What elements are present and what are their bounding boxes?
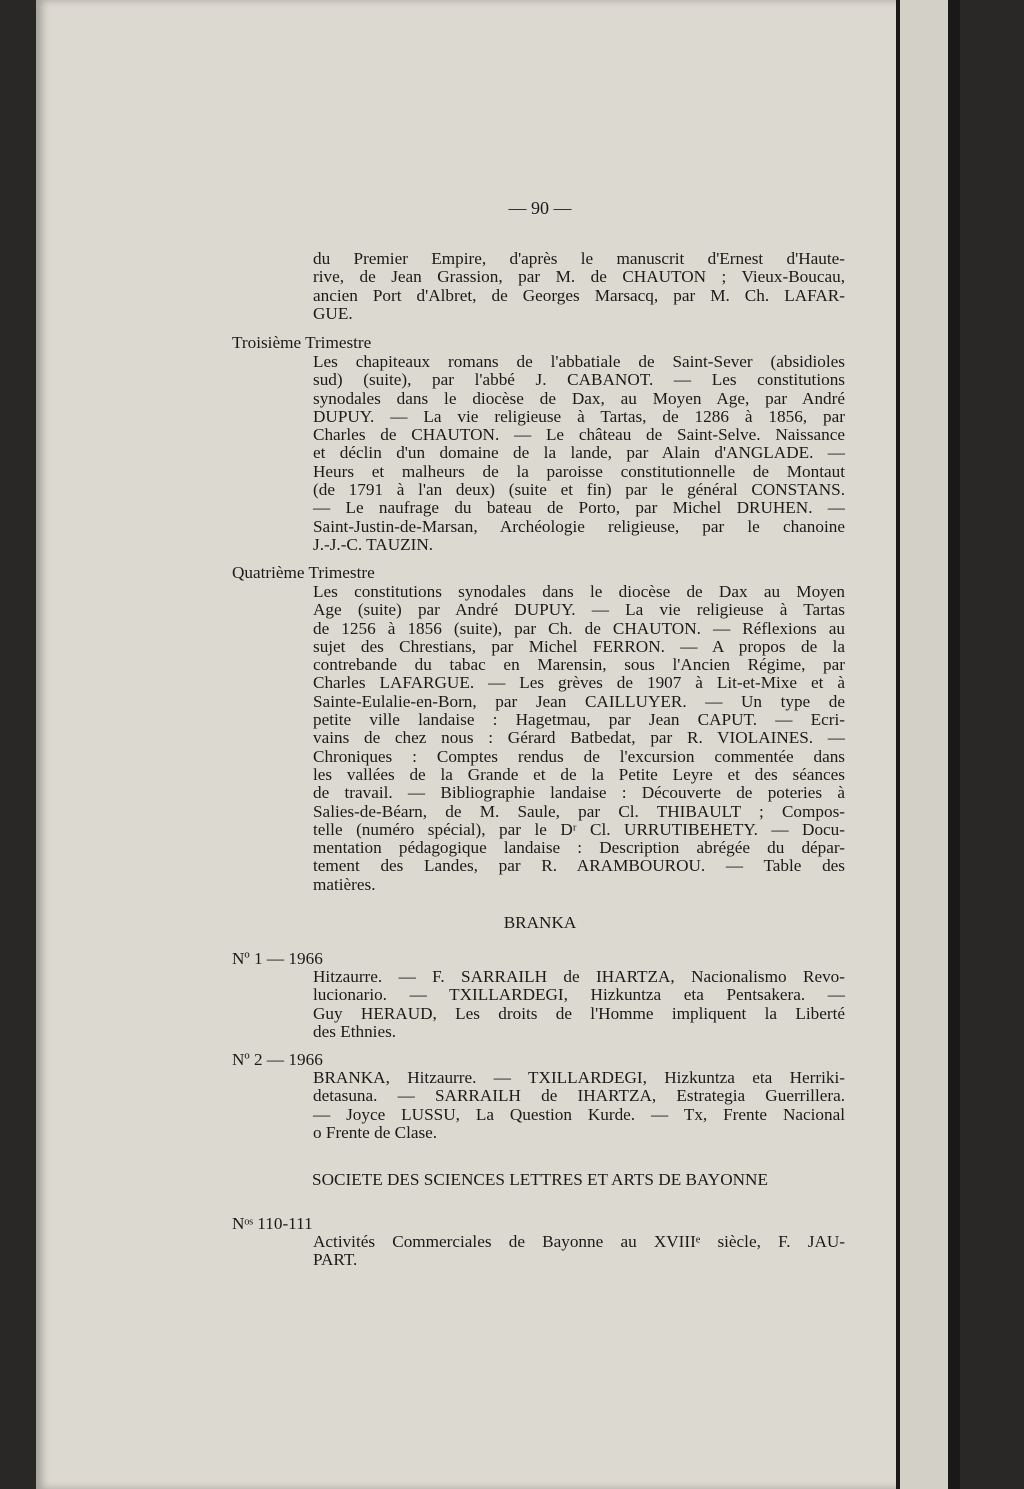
text-line: mentation pédagogique landaise : Description abrégée du dépar-: [313, 838, 845, 858]
societe-title: SOCIETE DES SCIENCES LETTRES ET ARTS DE BAYONNE: [312, 1170, 768, 1189]
quatrieme-paragraph: [313, 583, 845, 894]
branka-issue2-paragraph: [313, 1069, 845, 1142]
text-line: PART.: [313, 1250, 358, 1270]
text-line: Sainte-Eulalie-en-Born, par Jean CAILLUYER. — Un type de: [313, 691, 845, 711]
page-number: — 90 —: [508, 198, 572, 218]
text-line: lucionario. — TXILLARDEGI, Hizkuntza eta Pentsakera. —: [313, 985, 845, 1005]
branka-issue1-paragraph: [313, 968, 845, 1041]
text-line: telle (numéro spécial), par le Dʳ Cl. URRUTIBEHETY. — Docu-: [313, 819, 845, 839]
text-line: les vallées de la Grande et de la Petite Leyre et des séances: [313, 764, 845, 784]
text-line: Hitzaurre. — F. SARRAILH de IHARTZA, Nacionalismo Revo-: [313, 967, 845, 986]
issue-label: Nº 1 — 1966: [232, 949, 323, 968]
text-line: du Premier Empire, d'après le manuscrit d'Ernest d'Haute-: [313, 249, 845, 268]
text-line: et déclin d'un domaine de la lande, par Alain d'ANGLADE. —: [313, 443, 845, 463]
troisieme-paragraph: [313, 353, 845, 554]
text-line: matières.: [313, 874, 376, 894]
text-line: Age (suite) par André DUPUY. — La vie religieuse à Tartas: [313, 600, 845, 620]
text-line: Les constitutions synodales dans le diocèse de Dax au Moyen: [313, 582, 845, 601]
text-line: o Frente de Clase.: [313, 1122, 438, 1142]
text-line: J.-J.-C. TAUZIN.: [313, 534, 434, 554]
text-line: — Joyce LUSSU, La Question Kurde. — Tx, Frente Nacional: [313, 1104, 845, 1124]
text-line: Guy HERAUD, Les droits de l'Homme impliquent la Liberté: [313, 1003, 845, 1023]
next-page-edge: [900, 0, 948, 1489]
text-line: sujet des Chrestians, par Michel FERRON. — A propos de la: [313, 636, 845, 656]
text-line: (de 1791 à l'an deux) (suite et fin) par le général CONSTANS.: [313, 480, 845, 500]
text-line: — Le naufrage du bateau de Porto, par Michel DRUHEN. —: [313, 498, 845, 518]
text-line: Les chapiteaux romans de l'abbatiale de Saint-Sever (absidioles: [313, 352, 845, 371]
continuation-paragraph: [313, 250, 845, 323]
societe-issue-paragraph: [313, 1233, 845, 1270]
text-line: detasuna. — SARRAILH de IHARTZA, Estrategia Guerrillera.: [313, 1086, 845, 1106]
text-line: Activités Commerciales de Bayonne au XVIIIᵉ siècle, F. JAU-: [313, 1232, 845, 1251]
text-line: Charles de CHAUTON. — Le château de Saint-Selve. Naissance: [313, 425, 845, 445]
text-line: DUPUY. — La vie religieuse à Tartas, de 1286 à 1856, par: [313, 406, 845, 426]
text-line: petite ville landaise : Hagetmau, par Jean CAPUT. — Ecri-: [313, 710, 845, 730]
text-line: Heurs et malheurs de la paroisse constitutionnelle de Montaut: [313, 461, 845, 481]
text-line: GUE.: [313, 303, 353, 323]
text-line: Salies-de-Béarn, de M. Saule, par Cl. THIBAULT ; Compos-: [313, 801, 845, 821]
text-line: sud) (suite), par l'abbé J. CABANOT. — Les constitutions: [313, 370, 845, 390]
issue-label: Nº 2 — 1966: [232, 1050, 323, 1069]
text-line: de 1256 à 1856 (suite), par Ch. de CHAUTON. — Réflexions au: [313, 618, 845, 638]
section-heading-quatrieme: Quatrième Trimestre: [232, 563, 375, 582]
text-line: Chroniques : Comptes rendus de l'excursion commentée dans: [313, 746, 845, 766]
text-line: de travail. — Bibliographie landaise : Découverte de poteries à: [313, 783, 845, 803]
text-line: rive, de Jean Grassion, par M. de CHAUTON ; Vieux-Boucau,: [313, 267, 845, 287]
branka-title: BRANKA: [503, 913, 577, 932]
text-line: BRANKA, Hitzaurre. — TXILLARDEGI, Hizkuntza eta Herriki-: [313, 1068, 845, 1087]
text-line: Charles LAFARGUE. — Les grèves de 1907 à Lit-et-Mixe et à: [313, 673, 845, 693]
section-heading-troisieme: Troisième Trimestre: [232, 333, 372, 352]
text-line: vains de chez nous : Gérard Batbedat, par R. VIOLAINES. —: [313, 728, 845, 748]
text-line: Saint-Justin-de-Marsan, Archéologie religieuse, par le chanoine: [313, 516, 845, 536]
text-line: des Ethnies.: [313, 1021, 397, 1041]
text-line: contrebande du tabac en Marensin, sous l'Ancien Régime, par: [313, 655, 845, 675]
text-line: tement des Landes, par R. ARAMBOUROU. — Table des: [313, 856, 845, 876]
text-line: synodales dans le diocèse de Dax, au Moyen Age, par André: [313, 388, 845, 408]
text-line: ancien Port d'Albret, de Georges Marsacq, par M. Ch. LAFAR-: [313, 285, 845, 305]
issue-label: Nᵒˢ 110-111: [232, 1214, 313, 1233]
